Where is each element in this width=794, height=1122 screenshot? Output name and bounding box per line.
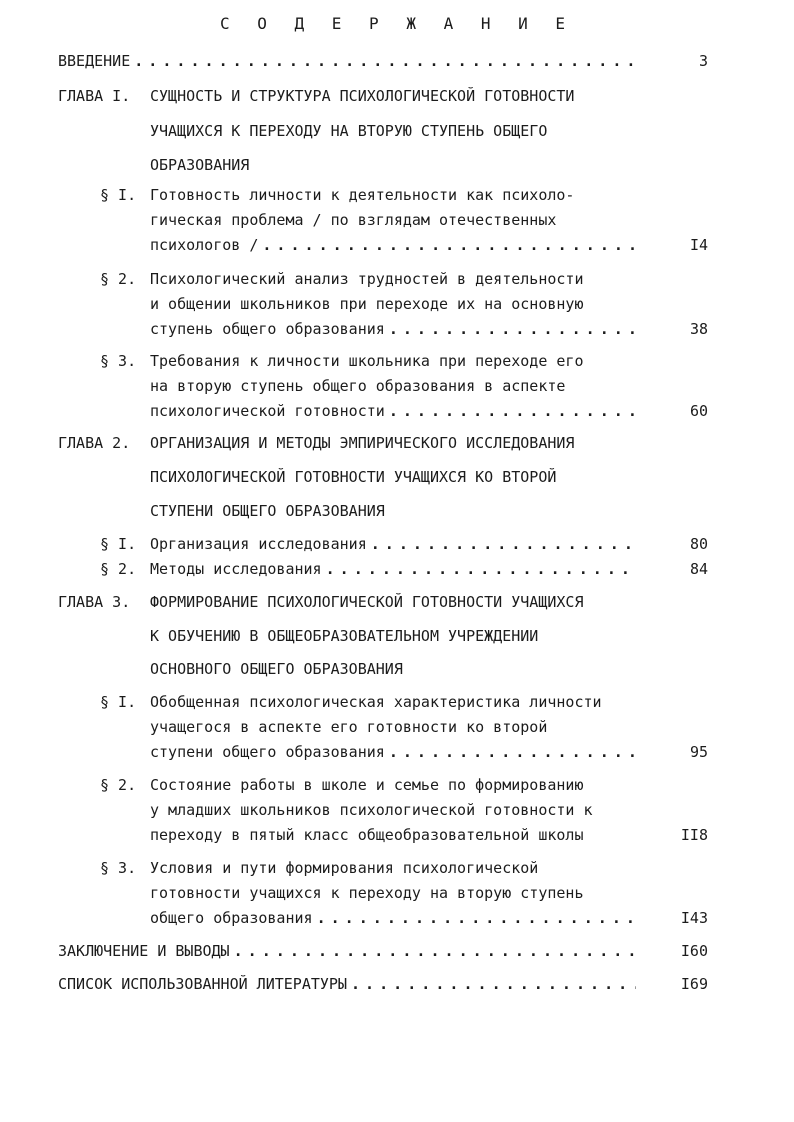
section-text-line: Психологический анализ трудностей в деятельности xyxy=(150,270,584,288)
section-text-line: гическая проблема / по взглядам отечественных xyxy=(150,211,557,229)
section-mark: § 2. xyxy=(100,270,137,288)
chapter-title-line: ОБРАЗОВАНИЯ xyxy=(150,156,250,174)
section-text-line: на вторую ступень общего образования в аспекте xyxy=(150,377,566,395)
toc-entry-section xyxy=(150,234,636,256)
section-text-line: у младших школьников психологической готовности к xyxy=(150,801,593,819)
dot-leader xyxy=(389,400,636,422)
section-text-line: Условия и пути формирования психологической xyxy=(150,859,539,877)
toc-entry-label: ВВЕДЕНИЕ xyxy=(58,52,131,70)
toc-page-number: II8 xyxy=(680,826,708,844)
toc-entry-section xyxy=(150,907,636,929)
dot-leader xyxy=(262,234,636,256)
section-text-line: ступени общего образования xyxy=(150,743,385,761)
toc-page-number: I60 xyxy=(680,942,708,960)
toc-entry-label: ЗАКЛЮЧЕНИЕ И ВЫВОДЫ xyxy=(58,942,230,960)
section-text-line: психологов / xyxy=(150,236,259,254)
dot-leader xyxy=(389,318,636,340)
chapter-number: ГЛАВА I. xyxy=(58,87,131,105)
toc-entry-section xyxy=(150,533,636,555)
dot-leader xyxy=(351,973,636,995)
section-text-line: Методы исследования xyxy=(150,560,322,578)
section-text-line: Состояние работы в школе и семье по формированию xyxy=(150,776,584,794)
dot-leader xyxy=(326,558,636,580)
toc-entry-conclusion xyxy=(58,940,636,962)
toc-entry-label: СПИСОК ИСПОЛЬЗОВАННОЙ ЛИТЕРАТУРЫ xyxy=(58,975,347,993)
dot-leader xyxy=(317,907,636,929)
toc-page-number: I69 xyxy=(680,975,708,993)
dot-leader xyxy=(134,50,636,72)
toc-entry-intro xyxy=(58,50,636,72)
section-text-line: Обобщенная психологическая характеристика личности xyxy=(150,693,602,711)
toc-page-number: I43 xyxy=(680,909,708,927)
section-text-line: учащегося в аспекте его готовности ко второй xyxy=(150,718,548,736)
toc-page-number: 60 xyxy=(689,402,708,420)
section-text-line: переходу в пятый класс общеобразовательной школы xyxy=(150,826,584,844)
section-text-line: общего образования xyxy=(150,909,313,927)
toc-entry-literature xyxy=(58,973,636,995)
toc-page-number: I4 xyxy=(689,236,708,254)
section-mark: § I. xyxy=(100,186,137,204)
chapter-number: ГЛАВА 3. xyxy=(58,593,131,611)
section-mark: § 3. xyxy=(100,352,137,370)
chapter-title-line: СТУПЕНИ ОБЩЕГО ОБРАЗОВАНИЯ xyxy=(150,502,385,520)
toc-page-number: 38 xyxy=(689,320,708,338)
chapter-title-line: ОСНОВНОГО ОБЩЕГО ОБРАЗОВАНИЯ xyxy=(150,660,403,678)
section-text-line: Требования к личности школьника при переходе его xyxy=(150,352,584,370)
toc-entry-section xyxy=(150,741,636,763)
section-text-line: Готовность личности к деятельности как психоло- xyxy=(150,186,575,204)
section-text-line: психологической готовности xyxy=(150,402,385,420)
section-text-line: и общении школьников при переходе их на основную xyxy=(150,295,584,313)
section-text-line: Организация исследования xyxy=(150,535,367,553)
chapter-title-line: ПСИХОЛОГИЧЕСКОЙ ГОТОВНОСТИ УЧАЩИХСЯ КО ВТОРОЙ xyxy=(150,468,557,486)
dot-leader xyxy=(234,940,636,962)
toc-entry-section xyxy=(150,318,636,340)
toc-page-number: 95 xyxy=(689,743,708,761)
section-mark: § 2. xyxy=(100,560,137,578)
section-text-line: ступень общего образования xyxy=(150,320,385,338)
page-title: С О Д Е Р Ж А Н И Е xyxy=(219,14,575,33)
chapter-title-line: К ОБУЧЕНИЮ В ОБЩЕОБРАЗОВАТЕЛЬНОМ УЧРЕЖДЕНИИ xyxy=(150,627,539,645)
section-text-line: готовности учащихся к переходу на вторую ступень xyxy=(150,884,584,902)
chapter-title-line: ФОРМИРОВАНИЕ ПСИХОЛОГИЧЕСКОЙ ГОТОВНОСТИ УЧАЩИХСЯ xyxy=(150,593,584,611)
section-mark: § I. xyxy=(100,535,137,553)
toc-page-number: 80 xyxy=(689,535,708,553)
dot-leader xyxy=(389,741,636,763)
toc-entry-section xyxy=(150,400,636,422)
section-mark: § I. xyxy=(100,693,137,711)
toc-page-number: 3 xyxy=(698,52,708,70)
section-mark: § 2. xyxy=(100,776,137,794)
chapter-title-line: СУЩНОСТЬ И СТРУКТУРА ПСИХОЛОГИЧЕСКОЙ ГОТОВНОСТИ xyxy=(150,87,575,105)
chapter-title-line: УЧАЩИХСЯ К ПЕРЕХОДУ НА ВТОРУЮ СТУПЕНЬ ОБЩЕГО xyxy=(150,122,548,140)
chapter-title-line: ОРГАНИЗАЦИЯ И МЕТОДЫ ЭМПИРИЧЕСКОГО ИССЛЕДОВАНИЯ xyxy=(150,434,575,452)
dot-leader xyxy=(371,533,636,555)
section-mark: § 3. xyxy=(100,859,137,877)
toc-page-number: 84 xyxy=(689,560,708,578)
chapter-number: ГЛАВА 2. xyxy=(58,434,131,452)
toc-entry-section xyxy=(150,558,636,580)
